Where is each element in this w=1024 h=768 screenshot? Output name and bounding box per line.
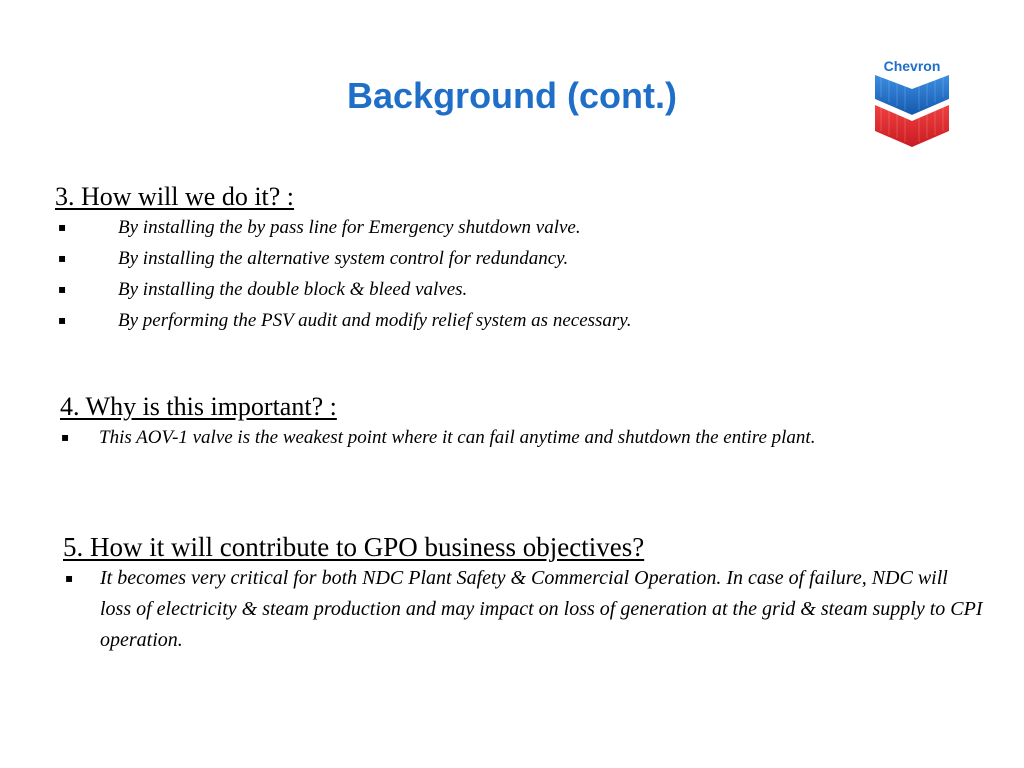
list-item (55, 274, 955, 305)
list-item (55, 305, 955, 336)
list-item (55, 243, 955, 274)
list-item-text: It becomes very critical for both NDC Plant Safety & Commercial Operation. In case of failure, NDC will loss of electricity & steam production and may impact on loss of generation at the grid & steam supply to CPI operation. (100, 567, 983, 651)
chevron-logo (871, 58, 953, 148)
list-item-text: By performing the PSV audit and modify relief system as necessary. (118, 310, 632, 331)
bullet-list (63, 563, 983, 656)
section-heading: 5. How it will contribute to GPO business objectives? (63, 532, 645, 562)
bullet-icon: ▪ (58, 220, 67, 234)
slide-title: Background (cont.) (347, 75, 677, 116)
list-item (60, 422, 960, 453)
list-item (63, 563, 983, 656)
section-why (60, 392, 960, 453)
bullet-icon: ▪ (58, 282, 67, 296)
section-contribution (63, 531, 983, 656)
bullet-icon: ▪ (58, 251, 67, 265)
list-item (55, 212, 955, 243)
chevron-emblem-icon (875, 75, 949, 147)
bullet-list (60, 422, 960, 453)
logo-wordmark: Chevron (883, 58, 941, 74)
list-item-text: By installing the double block & bleed valves. (118, 279, 468, 300)
bullet-list (55, 212, 955, 336)
bullet-icon: ▪ (58, 313, 67, 327)
list-item-text: By installing the alternative system control for redundancy. (118, 248, 569, 269)
bullet-icon: ▪ (61, 430, 70, 444)
list-item-text: This AOV-1 valve is the weakest point where it can fail anytime and shutdown the entire plant. (99, 427, 816, 448)
section-heading: 4. Why is this important? : (60, 392, 337, 421)
bullet-icon: ▪ (65, 571, 74, 585)
section-how (55, 182, 955, 336)
section-heading: 3. How will we do it? : (55, 182, 295, 211)
list-item-text: By installing the by pass line for Emergency shutdown valve. (118, 217, 581, 238)
